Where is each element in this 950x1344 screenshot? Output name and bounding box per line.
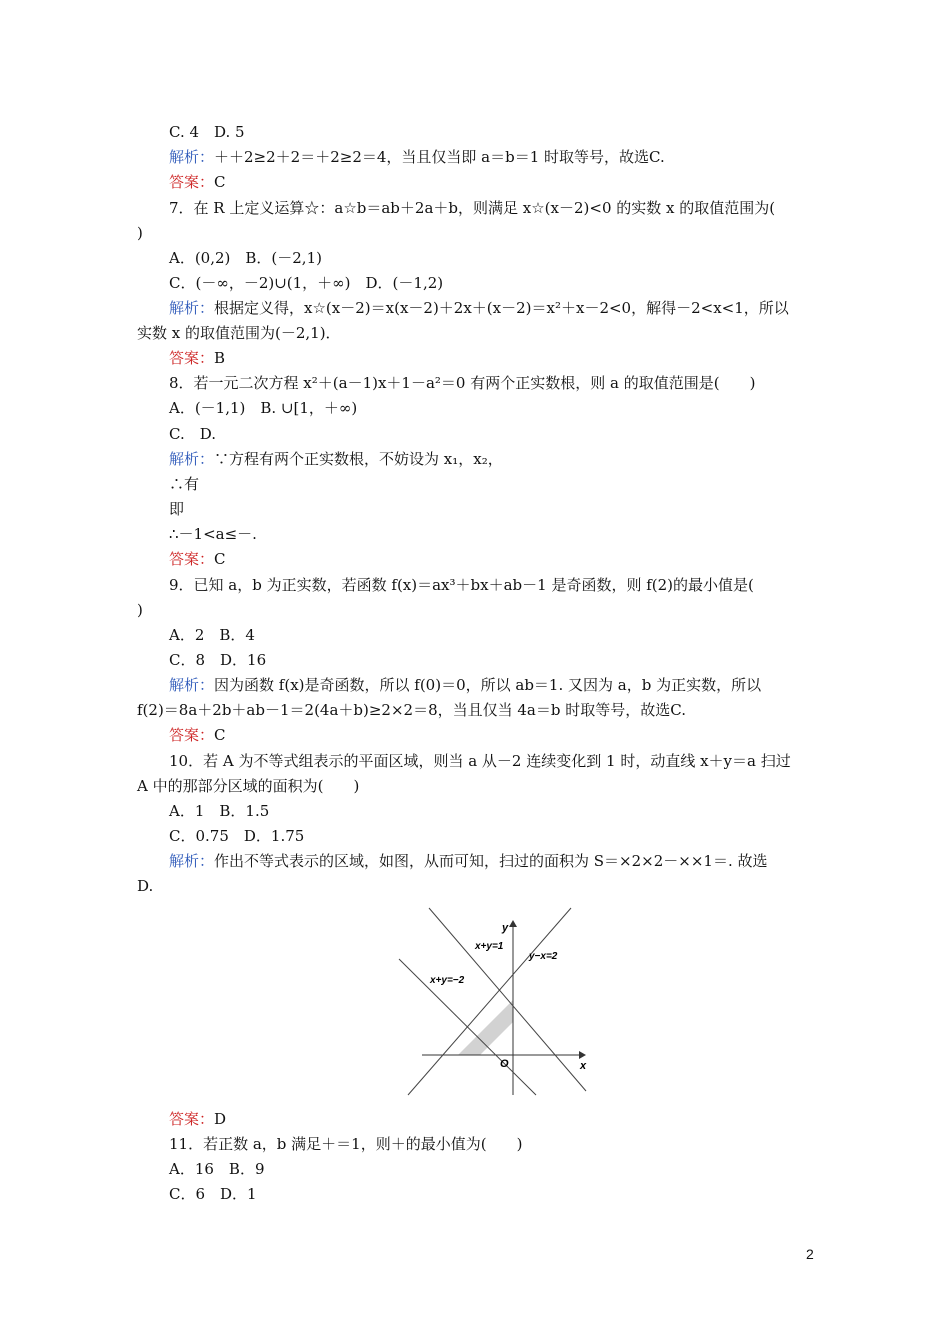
analysis-label: 解析： <box>169 450 215 468</box>
q9-options-ab: A．2 B．4 <box>169 626 255 644</box>
q10-analysis-cont: D. <box>137 877 154 895</box>
q9-options-cd: C．8 D．16 <box>169 651 267 669</box>
analysis-text: 因为函数 f(x)是奇函数，所以 f(0)＝0，所以 ab＝1. 又因为 a，b 为正实数，所以 <box>214 676 762 694</box>
page-number: 2 <box>806 1246 814 1262</box>
q10-options-ab: A．1 B．1.5 <box>169 802 270 820</box>
x-axis-label: x <box>580 1060 587 1072</box>
answer-label: 答案： <box>169 173 215 191</box>
answer-value: B <box>214 349 226 367</box>
q8-answer <box>169 549 226 569</box>
analysis-label: 解析： <box>169 299 215 317</box>
q6-answer <box>169 172 226 192</box>
q9-stem: 9．已知 a，b 为正实数，若函数 f(x)＝ax³＋bx＋ab－1 是奇函数，则 f(2)的最小值是( <box>169 576 754 594</box>
q11-stem: 11．若正数 a，b 满足＋＝1，则＋的最小值为( ) <box>169 1135 523 1153</box>
analysis-text: ＋＋2≥2＋2＝＋2≥2＝4，当且仅当即 a＝b＝1 时取等号，故选C. <box>214 148 665 166</box>
line-x-plus-y-neg2 <box>399 959 536 1095</box>
region-figure <box>396 905 596 1097</box>
q7-stem: 7．在 R 上定义运算☆：a☆b＝ab＋2a＋b，则满足 x☆(x－2)<0 的实数 x 的取值范围为( <box>169 199 776 217</box>
q10-stem: 10．若 A 为不等式组表示的平面区域，则当 a 从－2 连续变化到 1 时，动直线 x＋y＝a 扫过 <box>169 752 791 770</box>
answer-label: 答案： <box>169 349 215 367</box>
line-label-x-plus-y-neg2: x+y=−2 <box>430 975 465 986</box>
analysis-text: 作出不等式表示的区域，如图，从而可知，扫过的面积为 S＝×2×2－××1＝. 故选 <box>214 852 768 870</box>
q8-step-3: ∴－1<a≤－. <box>169 525 257 543</box>
q10-analysis <box>169 851 768 871</box>
q8-analysis <box>169 449 503 469</box>
answer-value: C <box>214 550 226 568</box>
q7-analysis <box>169 298 789 318</box>
q7-answer <box>169 348 225 368</box>
q8-options-ab: A．(－1,1) B. ∪[1，＋∞) <box>169 399 358 417</box>
q9-analysis <box>169 675 761 695</box>
q7-stem-cont: ) <box>137 224 143 242</box>
analysis-label: 解析： <box>169 676 215 694</box>
y-axis-label: y <box>502 922 509 934</box>
line-y-minus-x-2 <box>408 908 571 1095</box>
q7-analysis-cont: 实数 x 的取值范围为(－2,1)． <box>137 324 341 342</box>
answer-value: C <box>214 726 226 744</box>
q8-step-1: ∴有 <box>169 475 200 493</box>
q6-analysis <box>169 147 665 167</box>
y-axis-arrow <box>509 920 517 927</box>
q7-options-ab: A．(0,2) B．(－2,1) <box>169 249 322 267</box>
region-figure-svg <box>396 905 596 1097</box>
answer-label: 答案： <box>169 726 215 744</box>
q9-stem-cont: ) <box>137 601 143 619</box>
answer-value: D <box>214 1110 227 1128</box>
q9-analysis-cont: f(2)＝8a＋2b＋ab－1＝2(4a＋b)≥2×2＝8，当且仅当 4a＝b 时取等号，故选C. <box>137 701 686 719</box>
answer-value: C <box>214 173 226 191</box>
q10-answer <box>169 1109 226 1129</box>
x-axis-arrow <box>579 1051 586 1059</box>
q7-options-cd: C．(－∞，－2)∪(1，＋∞) D．(－1,2) <box>169 274 444 292</box>
analysis-text: 根据定义得，x☆(x－2)＝x(x－2)＋2x＋(x－2)＝x²＋x－2<0，解得－2<x<1，所以 <box>214 299 789 317</box>
answer-label: 答案： <box>169 1110 215 1128</box>
line-label-y-minus-x-2: y−x=2 <box>529 951 558 962</box>
answer-label: 答案： <box>169 550 215 568</box>
q11-options-cd: C．6 D．1 <box>169 1185 257 1203</box>
q8-stem: 8．若一元二次方程 x²＋(a－1)x＋1－a²＝0 有两个正实数根，则 a 的取值范围是( ) <box>169 374 756 392</box>
q9-answer <box>169 725 226 745</box>
q6-options-cd: C. 4 D. 5 <box>169 123 245 141</box>
analysis-label: 解析： <box>169 148 215 166</box>
q10-stem-cont: A 中的那部分区域的面积为( ) <box>137 777 360 795</box>
line-label-x-plus-y-1: x+y=1 <box>475 941 504 952</box>
q8-step-2: 即 <box>169 500 185 518</box>
analysis-label: 解析： <box>169 852 215 870</box>
q11-options-ab: A．16 B．9 <box>169 1160 265 1178</box>
origin-label: O <box>500 1058 509 1070</box>
q8-options-cd: C. D. <box>169 425 216 443</box>
analysis-text: ∵方程有两个正实数根，不妨设为 x₁，x₂， <box>214 450 503 468</box>
q10-options-cd: C．0.75 D．1.75 <box>169 827 305 845</box>
